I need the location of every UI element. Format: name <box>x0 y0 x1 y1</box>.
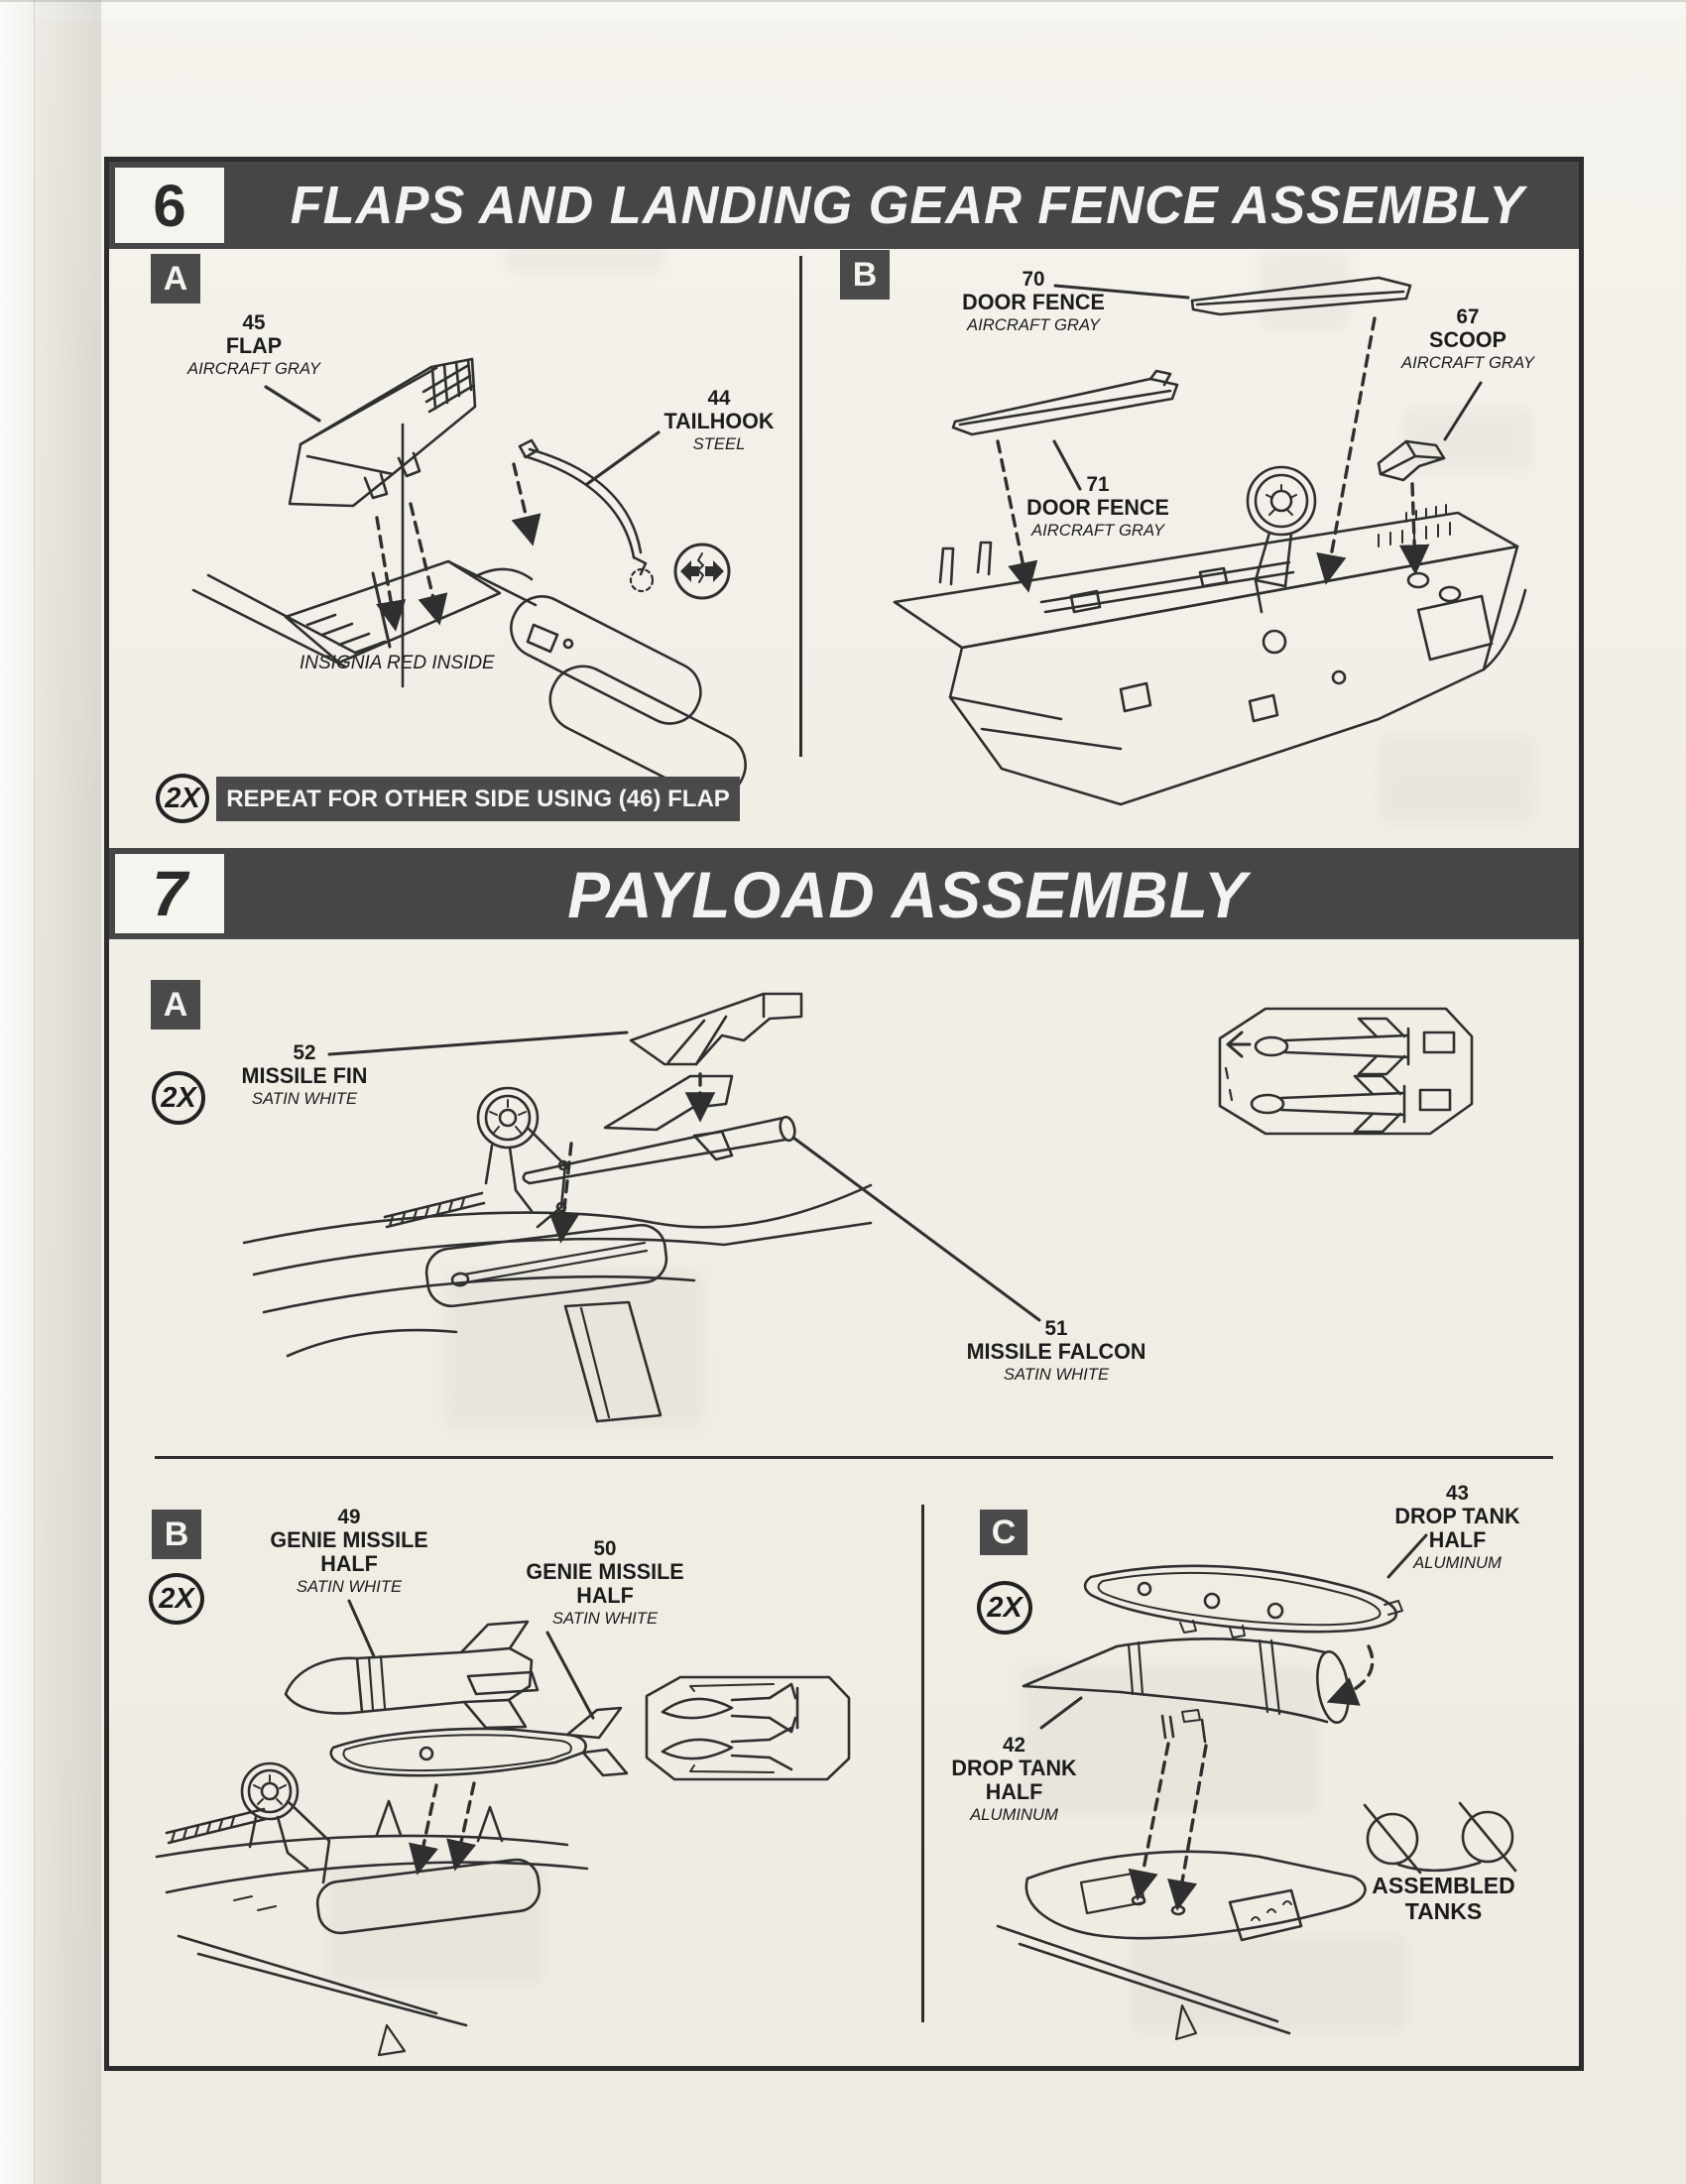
illustration-step6-section-a <box>139 298 793 774</box>
step-7-number: 7 <box>152 858 187 929</box>
part-number: 67 <box>1456 305 1480 328</box>
step-6-number-box <box>115 168 224 243</box>
cement-icon <box>675 545 729 598</box>
page-right-shading <box>0 0 101 2184</box>
part-number: 50 <box>593 1537 617 1560</box>
assembly-arrow <box>1327 318 1375 578</box>
part-name: FLAP <box>225 333 283 359</box>
step-6-title: FLAPS AND LANDING GEAR FENCE ASSEMBLY <box>290 176 1525 235</box>
missile-fin-52-drawing <box>631 994 801 1064</box>
door-fence-71-drawing <box>953 371 1177 434</box>
aircraft-fuselage-7b-drawing <box>157 1763 587 2055</box>
caption-assembled-tanks: ASSEMBLED TANKS <box>1372 1873 1515 1925</box>
part-number: 71 <box>1086 473 1110 496</box>
section-box-7a <box>151 980 200 1030</box>
assembled-tanks-icon <box>1365 1803 1515 1873</box>
illustration-step7-section-a <box>228 977 1488 1453</box>
step-7-number-box <box>115 854 224 933</box>
leader-line-45 <box>266 387 319 421</box>
part-name: DOOR FENCE <box>1026 495 1169 521</box>
assembly-arrow <box>1412 484 1415 568</box>
missile-bay-inset-drawing <box>1220 1009 1472 1134</box>
section-box-6a <box>151 254 200 303</box>
part-finish: SATIN WHITE <box>551 1609 659 1629</box>
assembly-arrow <box>514 464 532 540</box>
fuselage-top-deck-drawing <box>895 505 1525 804</box>
section-letter-7c: C <box>991 1513 1017 1551</box>
part-name: DOOR FENCE <box>962 290 1105 315</box>
section-divider-6ab <box>799 256 802 757</box>
part-number: 49 <box>337 1506 361 1528</box>
note-insignia-red: INSIGNIA RED INSIDE <box>300 653 495 673</box>
leader-line-43 <box>1388 1535 1426 1577</box>
part-number: 45 <box>242 311 266 334</box>
part-finish: AIRCRAFT GRAY <box>187 359 320 379</box>
drop-tank-42-drawing <box>1024 1638 1353 1742</box>
step-7-title: PAYLOAD ASSEMBLY <box>567 858 1248 931</box>
part-name: DROP TANK HALF <box>951 1756 1077 1805</box>
leader-line-70 <box>1055 286 1188 298</box>
part-name: DROP TANK HALF <box>1394 1504 1520 1553</box>
section-letter-6b: B <box>852 255 878 294</box>
leader-line-52 <box>329 1032 627 1054</box>
rear-fuselage-drawing <box>193 561 757 809</box>
assembly-arrow <box>419 1785 436 1869</box>
part-number: 44 <box>707 387 731 410</box>
part-number: 52 <box>293 1041 316 1064</box>
illustration-step7-section-c <box>932 1478 1579 2058</box>
genie-bay-inset-drawing <box>647 1677 849 1779</box>
part-name: SCOOP <box>1429 327 1506 353</box>
section-letter-7b: B <box>164 1515 189 1553</box>
assembly-arrow <box>1178 1746 1206 1904</box>
repeat-count: 2X <box>987 1591 1023 1624</box>
part-name: MISSILE FALCON <box>966 1339 1146 1365</box>
part-label-49-genie-missile <box>262 1506 436 1597</box>
genie-missile-49-drawing <box>286 1622 538 1728</box>
paper-fold-crease <box>0 0 1686 2</box>
assembly-arrow <box>1139 1744 1168 1894</box>
aircraft-fuselage-7a-drawing <box>244 1088 871 1421</box>
repeat-count: 2X <box>165 782 200 814</box>
section-letter-7a: A <box>163 985 188 1024</box>
leader-line-50 <box>547 1633 593 1718</box>
part-name: MISSILE FIN <box>241 1063 368 1089</box>
assembly-arrow <box>456 1783 474 1865</box>
leader-line-49 <box>349 1601 374 1656</box>
part-finish: AIRCRAFT GRAY <box>1401 353 1534 373</box>
part-finish: SATIN WHITE <box>251 1089 358 1109</box>
part-finish: AIRCRAFT GRAY <box>1031 521 1164 541</box>
part-finish: SATIN WHITE <box>296 1577 403 1597</box>
part-name: TAILHOOK <box>663 409 775 434</box>
assembly-arrow <box>411 504 438 619</box>
part-name: GENIE MISSILE HALF <box>270 1527 428 1577</box>
scan-edge-top <box>0 0 1686 22</box>
section-box-7b <box>152 1510 201 1559</box>
scoop-67-drawing <box>1379 441 1444 480</box>
assembly-arrow-curved <box>1333 1646 1373 1700</box>
illustration-step7-section-b <box>139 1597 922 2058</box>
part-finish: ALUMINUM <box>1413 1553 1502 1573</box>
repeat-banner-6a: REPEAT FOR OTHER SIDE USING (46) FLAP <box>216 777 740 821</box>
part-number: 43 <box>1446 1482 1469 1505</box>
repeat-2x-badge-6a <box>156 774 209 823</box>
part-number: 70 <box>1022 268 1045 291</box>
repeat-count: 2X <box>159 1582 194 1615</box>
leader-line-67 <box>1445 383 1481 439</box>
tailhook-part-drawing <box>520 440 653 591</box>
drop-tank-43-drawing <box>1085 1566 1402 1638</box>
assembly-arrow <box>998 441 1027 586</box>
leader-line-71 <box>1054 441 1080 489</box>
door-fence-70-drawing <box>1192 278 1410 314</box>
part-finish: ALUMINUM <box>970 1805 1058 1825</box>
section-divider-7-horizontal <box>155 1456 1553 1459</box>
repeat-2x-badge-7a <box>152 1071 205 1125</box>
part-number: 42 <box>1003 1734 1025 1757</box>
flap-part-drawing <box>290 359 475 506</box>
part-finish: SATIN WHITE <box>1003 1365 1110 1385</box>
section-letter-6a: A <box>163 259 188 298</box>
step-6-number: 6 <box>153 172 186 239</box>
illustration-step6-section-b <box>823 253 1579 843</box>
part-number: 51 <box>1044 1317 1068 1340</box>
repeat-count: 2X <box>161 1081 196 1114</box>
part-finish: AIRCRAFT GRAY <box>967 315 1100 335</box>
leader-line-44 <box>587 432 659 484</box>
leader-line-42 <box>1041 1698 1081 1728</box>
part-finish: STEEL <box>692 434 746 454</box>
part-name: GENIE MISSILE HALF <box>526 1559 684 1609</box>
